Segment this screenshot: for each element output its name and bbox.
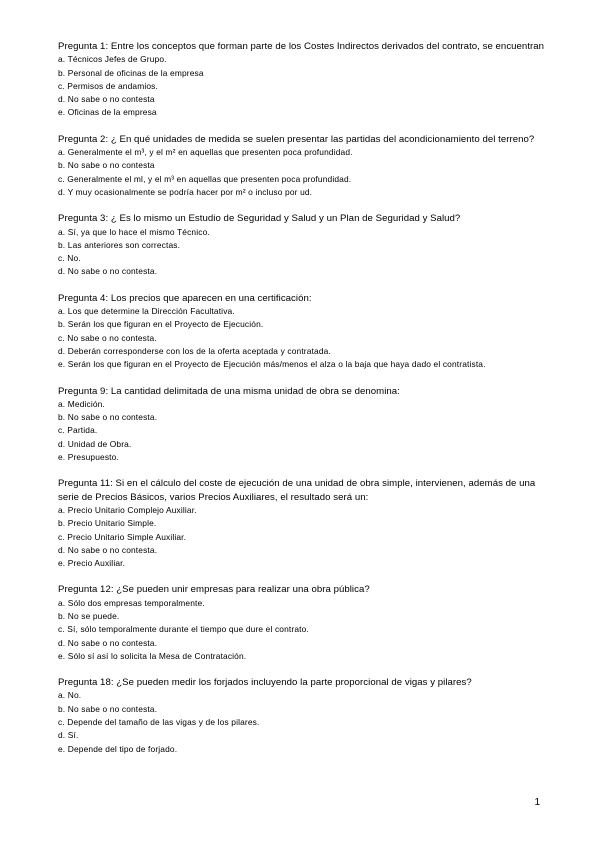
answer-option: e. Depende del tipo de forjado. — [58, 743, 178, 754]
question-block — [58, 583, 548, 663]
answer-option: a. Sí, ya que lo hace el mismo Técnico. — [58, 226, 210, 237]
question-text: Pregunta 2: ¿ En qué unidades de medida se suelen presentar las partidas del acondicionamiento del terreno? — [58, 133, 535, 145]
answer-option: a. Medición. — [58, 398, 105, 409]
answer-options — [58, 226, 548, 279]
answer-option: a. Técnicos Jefes de Grupo. — [58, 54, 167, 65]
answer-option: b. No sabe o no contesta — [58, 160, 155, 171]
answer-option: c. Permisos de andamios. — [58, 80, 158, 91]
answer-option: e. Sólo sí así lo solicita la Mesa de Contratación. — [58, 650, 247, 661]
question-text: Pregunta 18: ¿Se pueden medir los forjados incluyendo la parte proporcional de vigas y pilares? — [58, 677, 472, 689]
question-text: Pregunta 12: ¿Se pueden unir empresas para realizar una obra pública? — [58, 584, 370, 596]
answer-option: b. Precio Unitario Simple. — [58, 518, 157, 529]
answer-option: e. Oficinas de la empresa — [58, 107, 157, 118]
question-block — [58, 292, 548, 372]
answer-option: c. No. — [58, 253, 81, 264]
answer-options — [58, 597, 548, 663]
answer-option: b. No sabe o no contesta. — [58, 703, 158, 714]
answer-option: c. Generalmente el ml, y el m³ en aquellas que presenten poca profundidad. — [58, 173, 352, 184]
question-block — [58, 676, 548, 756]
answer-options — [58, 398, 548, 464]
answer-options — [58, 53, 548, 119]
answer-option: c. Precio Unitario Simple Auxiliar. — [58, 531, 187, 542]
answer-option: b. No se puede. — [58, 610, 120, 621]
answer-option: d. Sí. — [58, 730, 79, 741]
page-number: 1 — [534, 797, 540, 808]
answer-option: a. Los que determine la Dirección Facultativa. — [58, 306, 235, 317]
answer-options — [58, 146, 548, 199]
question-block — [58, 212, 548, 278]
question-text: Pregunta 1: Entre los conceptos que forman parte de los Costes Indirectos derivados del contrato, se encuentran — [58, 41, 545, 52]
answer-option: e. Presupuesto. — [58, 452, 119, 463]
answer-option: b. Las anteriores son correctas. — [58, 239, 181, 250]
answer-option: b. Personal de oficinas de la empresa — [58, 67, 204, 78]
answer-option: d. Y muy ocasionalmente se podría hacer por m² o incluso por ud. — [58, 186, 313, 197]
answer-option: d. Deberán corresponderse con los de la oferta aceptada y contratada. — [58, 345, 331, 356]
answer-options — [58, 504, 548, 570]
answer-options — [58, 689, 548, 755]
question-block — [58, 40, 548, 120]
answer-option: d. No sabe o no contesta. — [58, 266, 158, 277]
answer-option: d. No sabe o no contesta — [58, 94, 155, 105]
answer-options — [58, 305, 548, 371]
answer-option: e. Serán los que figuran en el Proyecto de Ejecución más/menos el alza o la baja que haya dado el contratista. — [58, 359, 486, 370]
answer-option: d. No sabe o no contesta. — [58, 544, 158, 555]
question-block — [58, 477, 548, 570]
question-text: Pregunta 11: Si en el cálculo del coste de ejecución de una unidad de obra simple, intervienen, además de una serie de Precios Básicos, varios Precios Auxiliares, el resultado será un: — [58, 478, 536, 503]
answer-option: a. Sólo dos empresas temporalmente. — [58, 597, 205, 608]
document-body — [58, 40, 548, 769]
question-block — [58, 385, 548, 465]
answer-option: d. Unidad de Obra. — [58, 438, 132, 449]
answer-option: b. Serán los que figuran en el Proyecto de Ejecución. — [58, 319, 264, 330]
question-block — [58, 133, 548, 199]
answer-option: c. Partida. — [58, 425, 98, 436]
question-text: Pregunta 4: Los precios que aparecen en una certificación: — [58, 292, 312, 304]
answer-option: a. Precio Unitario Complejo Auxiliar. — [58, 504, 197, 515]
answer-option: b. No sabe o no contesta. — [58, 412, 158, 423]
answer-option: d. No sabe o no contesta. — [58, 637, 158, 648]
question-text: Pregunta 9: La cantidad delimitada de una misma unidad de obra se denomina: — [58, 385, 400, 397]
answer-option: a. Generalmente el m³, y el m² en aquellas que presenten poca profundidad. — [58, 147, 353, 158]
answer-option: c. Depende del tamaño de las vigas y de los pilares. — [58, 717, 260, 728]
answer-option: a. No. — [58, 690, 82, 701]
answer-option: c. No sabe o no contesta. — [58, 332, 157, 343]
answer-option: e. Precio Auxiliar. — [58, 558, 126, 569]
question-text: Pregunta 3: ¿ Es lo mismo un Estudio de Seguridad y Salud y un Plan de Seguridad y Salud? — [58, 213, 461, 225]
answer-option: c. Sí, sólo temporalmente durante el tiempo que dure el contrato. — [58, 624, 309, 635]
